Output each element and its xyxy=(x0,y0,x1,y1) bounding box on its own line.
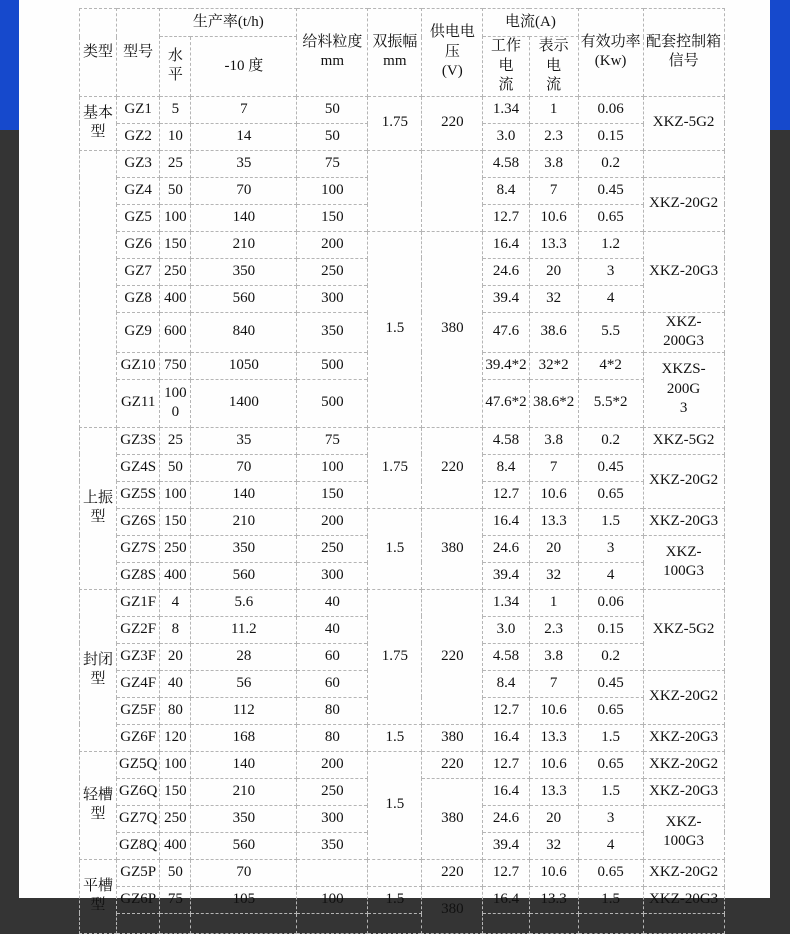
cell-working-current: 12.7 xyxy=(483,751,529,778)
cell-rate-minus10: -10 度 xyxy=(191,37,297,97)
cell-rate-minus10: 11.2 xyxy=(191,616,297,643)
cell-feed-size xyxy=(297,859,368,886)
table-row xyxy=(80,231,725,258)
cell-rate-minus10: 350 xyxy=(191,805,297,832)
cell-display-current: 10.6 xyxy=(529,859,578,886)
cell-model: GZ5P xyxy=(117,859,160,886)
cell-control-box: XKZ-20G3 xyxy=(643,231,724,312)
cell-model: GZ7Q xyxy=(117,805,160,832)
cell-working-current: 1.34 xyxy=(483,589,529,616)
cell-rate-minus10: 35 xyxy=(191,427,297,454)
cell-feed-size: 50 xyxy=(297,123,368,150)
cell-amplitude: 1.75 xyxy=(368,427,422,508)
cell-model: GZ5F xyxy=(117,697,160,724)
cell-rate-minus10: 210 xyxy=(191,231,297,258)
cell-display-current: 13.3 xyxy=(529,886,578,913)
cell-working-current: 16.4 xyxy=(483,724,529,751)
cell-effective-power: 4 xyxy=(578,562,643,589)
cell-display-current: 10.6 xyxy=(529,204,578,231)
cell-model: GZ1F xyxy=(117,589,160,616)
cell-effective-power: 5.5*2 xyxy=(578,379,643,427)
cell-model: GZ7 xyxy=(117,258,160,285)
cell-rate-minus10: 350 xyxy=(191,535,297,562)
cell-effective-power: 0.15 xyxy=(578,616,643,643)
cell-display-current: 13.3 xyxy=(529,508,578,535)
cell-effective-power: 4 xyxy=(578,832,643,859)
cell-control-box: XKZ-5G2 xyxy=(643,589,724,670)
cell-model: GZ4F xyxy=(117,670,160,697)
cell-voltage: 220 xyxy=(422,96,483,150)
cell-feed-size: 250 xyxy=(297,778,368,805)
cell-rate-horizontal: 400 xyxy=(160,562,191,589)
cell-display-current: 13.3 xyxy=(529,724,578,751)
cell-rate-minus10: 210 xyxy=(191,508,297,535)
cell-display-current: 2.3 xyxy=(529,616,578,643)
cell-model: GZ3S xyxy=(117,427,160,454)
cell-rate-minus10: 210 xyxy=(191,778,297,805)
cell-effective-power: 0.2 xyxy=(578,643,643,670)
cell-display-current: 32 xyxy=(529,562,578,589)
cell-rate-minus10: 560 xyxy=(191,832,297,859)
content-panel xyxy=(19,0,770,917)
cell-voltage: 220 xyxy=(422,751,483,778)
cell-rate-horizontal: 5 xyxy=(160,96,191,123)
cell-control-box: XKZ-20G3 xyxy=(643,886,724,913)
cell-working-current: 16.4 xyxy=(483,231,529,258)
cell-working-current: 8.4 xyxy=(483,454,529,481)
cell-display-current: 3.8 xyxy=(529,643,578,670)
cell-voltage: 380 xyxy=(422,724,483,751)
cell-amplitude: 1.75 xyxy=(368,96,422,150)
cell-feed-size: 200 xyxy=(297,231,368,258)
cell-display-current: 38.6 xyxy=(529,312,578,352)
cell-effective-power: 1.5 xyxy=(578,886,643,913)
cell-rate-horizontal: 400 xyxy=(160,832,191,859)
cell-display-current: 7 xyxy=(529,670,578,697)
cell-rate-horizontal: 400 xyxy=(160,285,191,312)
cell-model: GZ6P xyxy=(117,886,160,913)
cell-voltage: 380 xyxy=(422,886,483,933)
cell-feed-size xyxy=(297,913,368,933)
cell-effective-power: 3 xyxy=(578,258,643,285)
cell-feed-size: 200 xyxy=(297,751,368,778)
table-row xyxy=(80,724,725,751)
cell-model: 型号 xyxy=(117,9,160,97)
cell-effective-power: 4*2 xyxy=(578,352,643,379)
cell-rate-minus10: 70 xyxy=(191,454,297,481)
cell-working-current: 4.58 xyxy=(483,643,529,670)
cell-rate-horizontal: 250 xyxy=(160,258,191,285)
cell-display-current: 1 xyxy=(529,96,578,123)
cell-effective-power: 3 xyxy=(578,535,643,562)
cell-effective-power: 0.15 xyxy=(578,123,643,150)
cell-voltage: 380 xyxy=(422,778,483,859)
cell-effective-power: 0.2 xyxy=(578,150,643,177)
cell-rate-minus10: 840 xyxy=(191,312,297,352)
cell-rate-minus10: 1400 xyxy=(191,379,297,427)
cell-rate-minus10: 14 xyxy=(191,123,297,150)
cell-effective-power: 0.65 xyxy=(578,204,643,231)
cell-rate-minus10: 5.6 xyxy=(191,589,297,616)
cell-rate-horizontal: 100 xyxy=(160,751,191,778)
cell-model: GZ2 xyxy=(117,123,160,150)
cell-rate-horizontal: 8 xyxy=(160,616,191,643)
cell-display-current: 表示电 流 xyxy=(529,37,578,97)
cell-model: GZ3 xyxy=(117,150,160,177)
table-row xyxy=(80,150,725,177)
cell-rate-horizontal: 120 xyxy=(160,724,191,751)
cell-working-current: 47.6*2 xyxy=(483,379,529,427)
cell-feed-size: 250 xyxy=(297,258,368,285)
spec-table xyxy=(79,8,725,934)
cell-model: GZ1 xyxy=(117,96,160,123)
cell-rate-horizontal: 20 xyxy=(160,643,191,670)
cell-feed-size: 40 xyxy=(297,589,368,616)
cell-control-box: XKZ-20G2 xyxy=(643,751,724,778)
cell-type xyxy=(80,150,117,427)
cell-display-current: 1 xyxy=(529,589,578,616)
cell-effective-power: 0.45 xyxy=(578,177,643,204)
cell-feed-size: 80 xyxy=(297,697,368,724)
cell-voltage: 供电电压 (V) xyxy=(422,9,483,97)
cell-working-current: 47.6 xyxy=(483,312,529,352)
cell-rate-minus10: 28 xyxy=(191,643,297,670)
cell-feed-size: 60 xyxy=(297,670,368,697)
cell-rate-horizontal: 10 xyxy=(160,123,191,150)
cell-effective-power: 3 xyxy=(578,805,643,832)
cell-rate-horizontal: 150 xyxy=(160,508,191,535)
cell-rate-horizontal: 150 xyxy=(160,231,191,258)
cell-amplitude: 1.5 xyxy=(368,886,422,913)
cell-model: GZ5S xyxy=(117,481,160,508)
cell-working-current: 12.7 xyxy=(483,697,529,724)
cell-working-current: 12.7 xyxy=(483,204,529,231)
cell-rate-minus10: 112 xyxy=(191,697,297,724)
cell-working-current: 16.4 xyxy=(483,778,529,805)
cell-rate-horizontal: 250 xyxy=(160,535,191,562)
cell-control-box: XKZ-100G3 xyxy=(643,535,724,589)
cell-rate-minus10: 168 xyxy=(191,724,297,751)
cell-feed-size: 100 xyxy=(297,454,368,481)
cell-effective-power: 0.45 xyxy=(578,454,643,481)
cell-feed-size: 40 xyxy=(297,616,368,643)
cell-working-current: 39.4 xyxy=(483,562,529,589)
cell-rate-horizontal: 40 xyxy=(160,670,191,697)
cell-model: GZ2F xyxy=(117,616,160,643)
cell-display-current: 20 xyxy=(529,258,578,285)
cell-type: 类型 xyxy=(80,9,117,97)
cell-rate-minus10: 140 xyxy=(191,204,297,231)
cell-voltage: 380 xyxy=(422,508,483,589)
cell-voltage: 220 xyxy=(422,859,483,886)
cell-feed-size: 200 xyxy=(297,508,368,535)
cell-working-current: 3.0 xyxy=(483,123,529,150)
cell-effective-power: 1.2 xyxy=(578,231,643,258)
cell-voltage: 220 xyxy=(422,589,483,724)
spec-table-body xyxy=(80,96,725,933)
cell-display-current: 7 xyxy=(529,454,578,481)
cell-rate-minus10: 140 xyxy=(191,481,297,508)
cell-effective-power: 0.45 xyxy=(578,670,643,697)
cell-working-current: 电流(A) xyxy=(483,9,578,37)
cell-rate-horizontal: 75 xyxy=(160,886,191,913)
cell-effective-power: 0.65 xyxy=(578,481,643,508)
cell-feed-size: 350 xyxy=(297,832,368,859)
cell-rate-horizontal: 600 xyxy=(160,312,191,352)
cell-display-current: 38.6*2 xyxy=(529,379,578,427)
cell-display-current: 20 xyxy=(529,805,578,832)
cell-type: 平槽 型 xyxy=(80,859,117,933)
cell-voltage: 220 xyxy=(422,427,483,508)
cell-model: GZ8S xyxy=(117,562,160,589)
cell-control-box xyxy=(643,150,724,177)
cell-rate-minus10: 70 xyxy=(191,859,297,886)
cell-rate-minus10: 140 xyxy=(191,751,297,778)
cell-display-current: 3.8 xyxy=(529,150,578,177)
cell-rate-minus10: 560 xyxy=(191,285,297,312)
cell-control-box: XKZS-200G 3 xyxy=(643,352,724,427)
table-row xyxy=(80,96,725,123)
cell-control-box: XKZ-20G2 xyxy=(643,177,724,231)
cell-working-current: 12.7 xyxy=(483,481,529,508)
cell-control-box: XKZ-5G2 xyxy=(643,96,724,150)
cell-display-current: 10.6 xyxy=(529,751,578,778)
cell-rate-horizontal: 80 xyxy=(160,697,191,724)
cell-rate-horizontal: 750 xyxy=(160,352,191,379)
cell-rate-minus10: 56 xyxy=(191,670,297,697)
cell-display-current: 10.6 xyxy=(529,697,578,724)
cell-display-current: 13.3 xyxy=(529,778,578,805)
cell-effective-power: 0.2 xyxy=(578,427,643,454)
cell-feed-size: 75 xyxy=(297,427,368,454)
cell-model: GZ11 xyxy=(117,379,160,427)
cell-effective-power: 0.65 xyxy=(578,859,643,886)
cell-control-box: XKZ-20G2 xyxy=(643,454,724,508)
cell-feed-size: 60 xyxy=(297,643,368,670)
cell-feed-size: 80 xyxy=(297,724,368,751)
cell-control-box: XKZ-5G2 xyxy=(643,427,724,454)
cell-working-current: 16.4 xyxy=(483,508,529,535)
cell-working-current: 工作电 流 xyxy=(483,37,529,97)
cell-rate-horizontal: 25 xyxy=(160,427,191,454)
cell-feed-size: 150 xyxy=(297,481,368,508)
cell-control-box: XKZ-20G3 xyxy=(643,508,724,535)
cell-model: GZ4 xyxy=(117,177,160,204)
cell-rate-minus10: 560 xyxy=(191,562,297,589)
cell-model: GZ9 xyxy=(117,312,160,352)
cell-feed-size: 300 xyxy=(297,805,368,832)
table-row xyxy=(80,9,725,37)
cell-amplitude: 1.5 xyxy=(368,751,422,859)
cell-model: GZ8Q xyxy=(117,832,160,859)
cell-working-current: 16.4 xyxy=(483,886,529,913)
cell-rate-horizontal: 100 xyxy=(160,481,191,508)
cell-feed-size: 100 xyxy=(297,177,368,204)
cell-working-current: 24.6 xyxy=(483,258,529,285)
cell-control-box: XKZ-20G3 xyxy=(643,724,724,751)
cell-feed-size: 300 xyxy=(297,285,368,312)
cell-rate-horizontal: 50 xyxy=(160,177,191,204)
cell-rate-horizontal xyxy=(160,913,191,933)
cell-feed-size: 500 xyxy=(297,379,368,427)
cell-rate-horizontal: 150 xyxy=(160,778,191,805)
cell-display-current xyxy=(529,913,578,933)
cell-effective-power xyxy=(578,913,643,933)
cell-rate-minus10: 7 xyxy=(191,96,297,123)
cell-feed-size: 给料粒度 mm xyxy=(297,9,368,97)
table-row xyxy=(80,427,725,454)
cell-display-current: 7 xyxy=(529,177,578,204)
cell-amplitude xyxy=(368,859,422,886)
cell-display-current: 13.3 xyxy=(529,231,578,258)
cell-feed-size: 500 xyxy=(297,352,368,379)
cell-rate-horizontal: 50 xyxy=(160,859,191,886)
cell-rate-horizontal: 100 xyxy=(160,204,191,231)
cell-working-current: 3.0 xyxy=(483,616,529,643)
cell-effective-power: 0.06 xyxy=(578,589,643,616)
cell-type: 基本 型 xyxy=(80,96,117,150)
cell-display-current: 20 xyxy=(529,535,578,562)
table-row xyxy=(80,751,725,778)
cell-display-current: 32 xyxy=(529,832,578,859)
cell-amplitude xyxy=(368,150,422,231)
cell-type: 上振 型 xyxy=(80,427,117,589)
cell-rate-horizontal: 50 xyxy=(160,454,191,481)
cell-amplitude: 1.5 xyxy=(368,508,422,589)
cell-model: GZ4S xyxy=(117,454,160,481)
cell-model: GZ5 xyxy=(117,204,160,231)
cell-amplitude: 1.5 xyxy=(368,231,422,427)
cell-voltage: 380 xyxy=(422,231,483,427)
cell-rate-horizontal: 水 平 xyxy=(160,37,191,97)
cell-working-current: 4.58 xyxy=(483,150,529,177)
cell-rate-horizontal: 25 xyxy=(160,150,191,177)
cell-model: GZ6S xyxy=(117,508,160,535)
cell-type: 封闭 型 xyxy=(80,589,117,751)
cell-model: GZ5Q xyxy=(117,751,160,778)
cell-rate-horizontal: 100 0 xyxy=(160,379,191,427)
cell-feed-size: 50 xyxy=(297,96,368,123)
cell-type: 轻槽 型 xyxy=(80,751,117,859)
cell-control-box: XKZ-20G2 xyxy=(643,670,724,724)
cell-rate-minus10: 35 xyxy=(191,150,297,177)
cell-effective-power: 1.5 xyxy=(578,724,643,751)
spec-table-header xyxy=(80,9,725,97)
cell-model: GZ10 xyxy=(117,352,160,379)
cell-effective-power: 5.5 xyxy=(578,312,643,352)
cell-rate-minus10 xyxy=(191,913,297,933)
cell-amplitude: 双振幅 mm xyxy=(368,9,422,97)
cell-feed-size: 300 xyxy=(297,562,368,589)
cell-working-current: 39.4*2 xyxy=(483,352,529,379)
cell-display-current: 3.8 xyxy=(529,427,578,454)
cell-effective-power: 1.5 xyxy=(578,508,643,535)
cell-working-current: 4.58 xyxy=(483,427,529,454)
cell-display-current: 32 xyxy=(529,285,578,312)
cell-voltage xyxy=(422,150,483,231)
cell-working-current: 39.4 xyxy=(483,832,529,859)
cell-amplitude: 1.75 xyxy=(368,589,422,724)
cell-working-current: 39.4 xyxy=(483,285,529,312)
cell-effective-power: 1.5 xyxy=(578,778,643,805)
cell-working-current: 12.7 xyxy=(483,859,529,886)
cell-rate-minus10: 70 xyxy=(191,177,297,204)
cell-effective-power: 0.65 xyxy=(578,751,643,778)
table-row xyxy=(80,859,725,886)
cell-rate-horizontal: 250 xyxy=(160,805,191,832)
cell-feed-size: 75 xyxy=(297,150,368,177)
table-row xyxy=(80,589,725,616)
cell-working-current: 24.6 xyxy=(483,805,529,832)
cell-model: GZ8 xyxy=(117,285,160,312)
cell-effective-power: 0.06 xyxy=(578,96,643,123)
table-row xyxy=(80,508,725,535)
cell-working-current: 8.4 xyxy=(483,670,529,697)
cell-rate-minus10: 1050 xyxy=(191,352,297,379)
cell-effective-power: 有效功率 (Kw) xyxy=(578,9,643,97)
cell-feed-size: 350 xyxy=(297,312,368,352)
cell-control-box: XKZ-20G3 xyxy=(643,778,724,805)
cell-control-box: XKZ-100G3 xyxy=(643,805,724,859)
table-row xyxy=(80,886,725,913)
cell-control-box: XKZ-200G3 xyxy=(643,312,724,352)
cell-rate-minus10: 105 xyxy=(191,886,297,913)
cell-amplitude: 1.5 xyxy=(368,724,422,751)
cell-display-current: 32*2 xyxy=(529,352,578,379)
cell-effective-power: 4 xyxy=(578,285,643,312)
cell-model: GZ6F xyxy=(117,724,160,751)
cell-working-current: 24.6 xyxy=(483,535,529,562)
cell-working-current: 8.4 xyxy=(483,177,529,204)
cell-rate-horizontal: 生产率(t/h) xyxy=(160,9,297,37)
cell-control-box: XKZ-20G2 xyxy=(643,859,724,886)
cell-rate-minus10: 350 xyxy=(191,258,297,285)
cell-amplitude xyxy=(368,913,422,933)
cell-control-box xyxy=(643,913,724,933)
cell-feed-size: 250 xyxy=(297,535,368,562)
cell-model xyxy=(117,913,160,933)
cell-effective-power: 0.65 xyxy=(578,697,643,724)
cell-model: GZ3F xyxy=(117,643,160,670)
cell-display-current: 10.6 xyxy=(529,481,578,508)
cell-model: GZ6Q xyxy=(117,778,160,805)
cell-working-current: 1.34 xyxy=(483,96,529,123)
cell-display-current: 2.3 xyxy=(529,123,578,150)
cell-model: GZ6 xyxy=(117,231,160,258)
table-row xyxy=(80,913,725,933)
cell-working-current xyxy=(483,913,529,933)
cell-feed-size: 150 xyxy=(297,204,368,231)
cell-rate-horizontal: 4 xyxy=(160,589,191,616)
cell-feed-size: 100 xyxy=(297,886,368,913)
cell-model: GZ7S xyxy=(117,535,160,562)
cell-control-box: 配套控制箱 信号 xyxy=(643,9,724,97)
